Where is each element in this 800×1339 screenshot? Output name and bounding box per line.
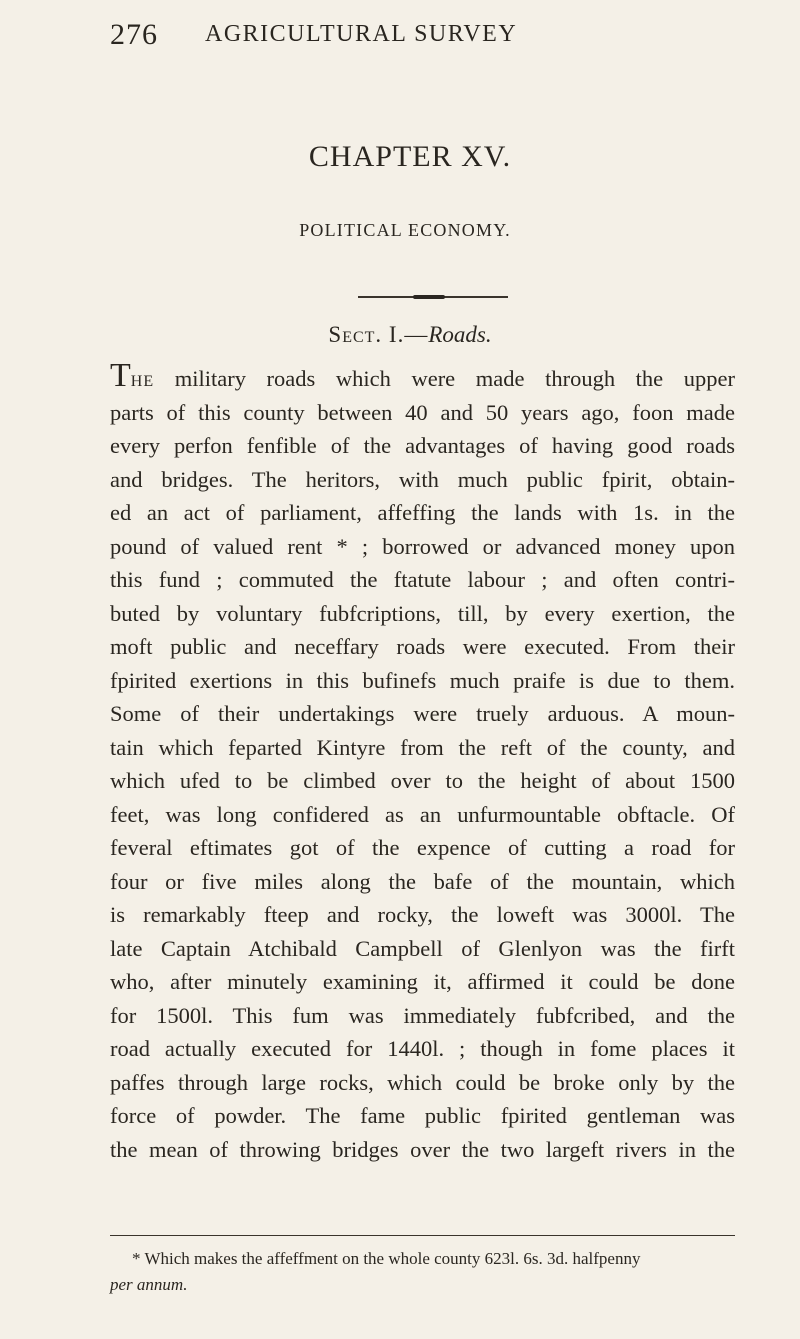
body-line: road actually executed for 1440l. ; though in fome places it <box>110 1036 735 1061</box>
section-title: Roads. <box>428 322 492 347</box>
body-line: and bridges. The heritors, with much public fpirit, obtain- <box>110 466 735 492</box>
running-title: AGRICULTURAL SURVEY <box>205 21 518 47</box>
body-line: Some of their undertakings were truely arduous. A moun- <box>110 701 735 726</box>
body-line: four or five miles along the bafe of the mountain, which <box>110 868 735 894</box>
body-line: tain which feparted Kintyre from the reft of the county, and <box>110 734 735 760</box>
body-text <box>110 357 735 1166</box>
body-line: who, after minutely examining it, affirmed it could be done <box>110 969 735 994</box>
body-line: feveral eftimates got of the expence of cutting a road for <box>110 835 735 860</box>
first-line-text: military roads which were made through the upper <box>154 366 735 391</box>
body-line: every perfon fenfible of the advantages of having good roads <box>110 433 735 458</box>
page-number: 276 <box>110 18 158 51</box>
body-line: the mean of throwing bridges over the two largeft rivers in the <box>110 1136 735 1162</box>
body-line: force of powder. The fame public fpirited gentleman was <box>110 1103 735 1128</box>
body-line: late Captain Atchibald Campbell of Glenlyon was the firft <box>110 935 735 961</box>
body-line: ed an act of parliament, affeffing the lands with 1s. in the <box>110 500 735 525</box>
ornamental-rule <box>358 296 508 298</box>
body-line: this fund ; commuted the ftatute labour ; and often contri- <box>110 567 735 592</box>
section-label: Sect. I.— <box>328 322 429 347</box>
section-heading <box>0 322 800 348</box>
footnote-italic: per annum. <box>110 1275 188 1294</box>
body-line: which ufed to be climbed over to the height of about 1500 <box>110 768 735 793</box>
body-line: is remarkably fteep and rocky, the loweft was 3000l. The <box>110 902 735 927</box>
dropcap: T <box>110 357 131 394</box>
body-line: feet, was long confidered as an unfurmountable obftacle. Of <box>110 801 735 827</box>
body-line: fpirited exertions in this bufinefs much praife is due to them. <box>110 667 735 693</box>
body-line: paffes through large rocks, which could be broke only by the <box>110 1069 735 1095</box>
footnote-line: * Which makes the affeffment on the whole county 623l. 6s. 3d. halfpenny <box>132 1249 641 1268</box>
body-line: buted by voluntary fubfcriptions, till, by every exertion, the <box>110 600 735 626</box>
body-line: moft public and neceffary roads were executed. From their <box>110 634 735 659</box>
body-line-first <box>110 357 735 396</box>
footnote-rule <box>110 1235 735 1236</box>
footnote-line <box>110 1272 735 1298</box>
chapter-subtitle: POLITICAL ECONOMY. <box>299 220 511 240</box>
opening-word: he <box>130 366 155 391</box>
chapter-title: CHAPTER XV. <box>308 140 512 173</box>
footnote <box>110 1246 735 1298</box>
body-line: parts of this county between 40 and 50 years ago, foon made <box>110 399 735 425</box>
body-line: for 1500l. This fum was immediately fubfcribed, and the <box>110 1002 735 1028</box>
body-line: pound of valued rent * ; borrowed or advanced money upon <box>110 533 735 559</box>
running-head <box>110 18 730 58</box>
